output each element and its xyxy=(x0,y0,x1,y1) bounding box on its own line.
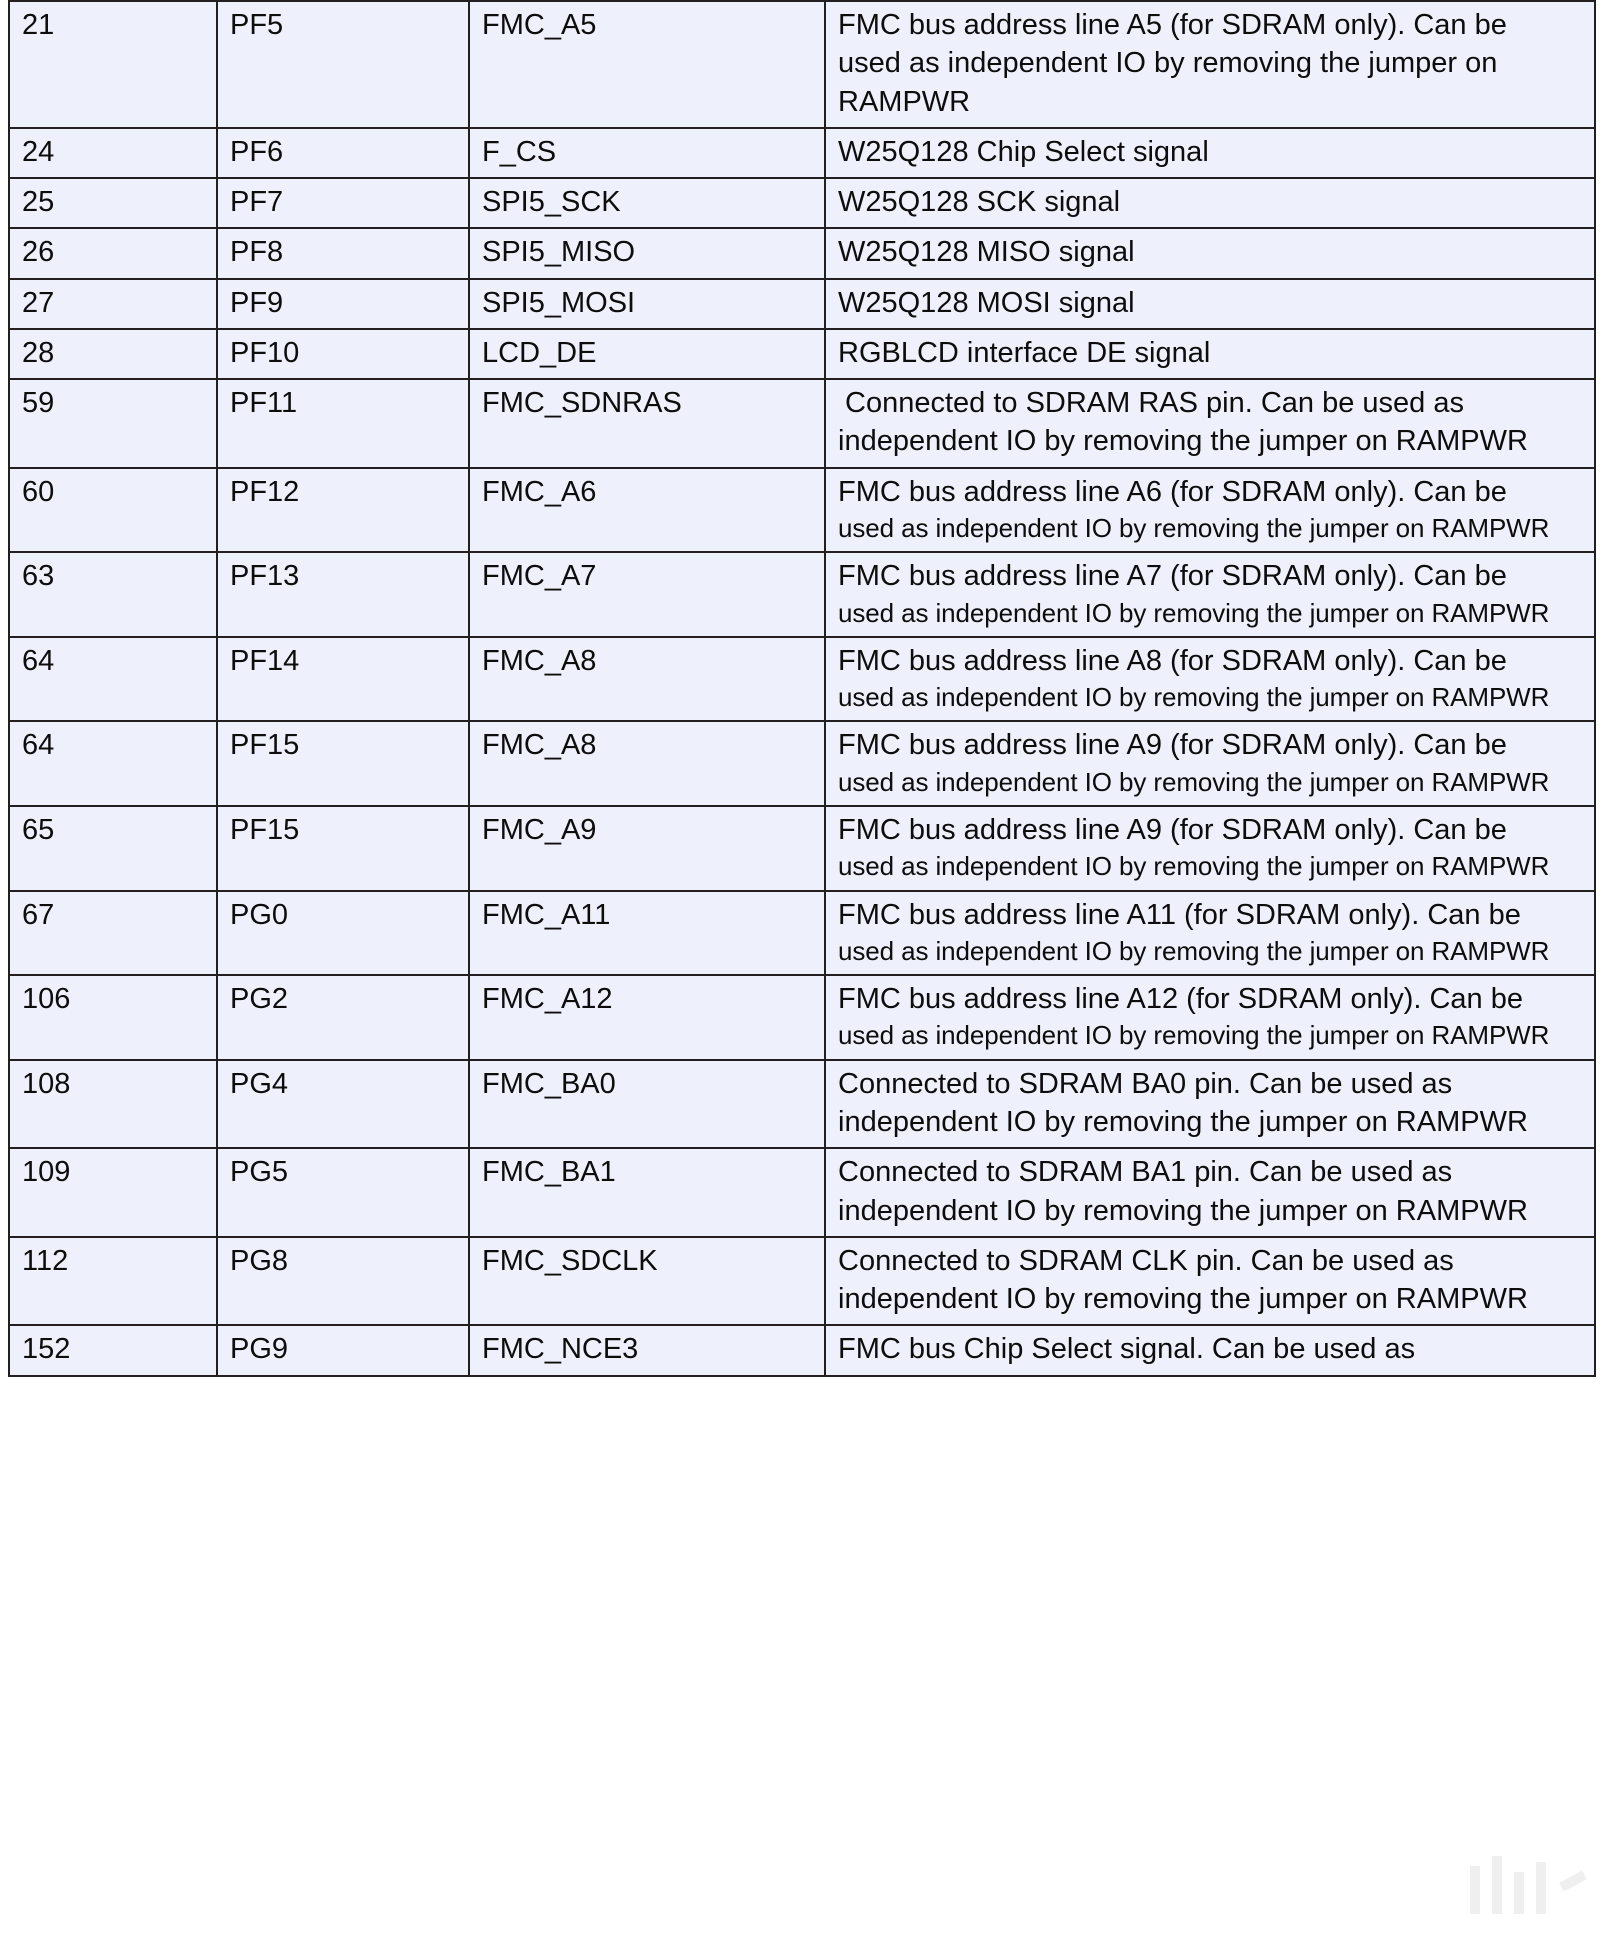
table-row xyxy=(9,891,1595,976)
desc-line-1: FMC bus address line A12 (for SDRAM only). Can be xyxy=(838,983,1523,1016)
cell-signal: FMC_A5 xyxy=(469,1,825,128)
desc-line-1: W25Q128 MISO signal xyxy=(838,236,1135,269)
cell-pin: 109 xyxy=(9,1148,217,1237)
cell-port: PF7 xyxy=(217,178,469,228)
cell-description xyxy=(825,721,1595,806)
cell-description xyxy=(825,228,1595,278)
table-row xyxy=(9,1060,1595,1149)
cell-signal: FMC_A9 xyxy=(469,806,825,891)
cell-pin: 106 xyxy=(9,975,217,1060)
table-body xyxy=(9,1,1595,1376)
pin-assignment-table xyxy=(8,0,1596,1377)
cell-port: PG8 xyxy=(217,1237,469,1326)
desc-line-1: Connected to SDRAM RAS pin. Can be used as xyxy=(845,387,1464,420)
desc-line-1: W25Q128 MOSI signal xyxy=(838,286,1135,319)
cell-port: PF11 xyxy=(217,379,469,468)
cell-port: PF10 xyxy=(217,329,469,379)
cell-port: PG9 xyxy=(217,1325,469,1375)
cell-signal: F_CS xyxy=(469,128,825,178)
cell-signal: FMC_A12 xyxy=(469,975,825,1060)
cell-port: PF15 xyxy=(217,806,469,891)
cell-description xyxy=(825,891,1595,976)
desc-line-1: FMC bus address line A6 (for SDRAM only). Can be xyxy=(838,475,1507,508)
cell-description xyxy=(825,329,1595,379)
cell-pin: 28 xyxy=(9,329,217,379)
cell-description xyxy=(825,379,1595,468)
cell-port: PF9 xyxy=(217,279,469,329)
desc-line-1: FMC bus Chip Select signal. Can be used as xyxy=(838,1333,1416,1366)
desc-line-2: used as independent IO by removing the jumper on RAMPWR xyxy=(838,1020,1550,1051)
cell-signal: FMC_A6 xyxy=(469,468,825,553)
desc-line-2: used as independent IO by removing the jumper on RAMPWR xyxy=(838,597,1550,628)
watermark-logo xyxy=(1470,1856,1590,1914)
table-row xyxy=(9,637,1595,722)
desc-line-1: W25Q128 SCK signal xyxy=(838,186,1121,219)
desc-line-2: used as independent IO by removing the jumper on RAMPWR xyxy=(838,935,1550,966)
cell-description xyxy=(825,1237,1595,1326)
desc-line-2: used as independent IO by removing the jumper on RAMPWR xyxy=(838,766,1550,797)
desc-line-2: used as independent IO by removing the jumper on RAMPWR xyxy=(838,682,1550,713)
cell-description xyxy=(825,128,1595,178)
desc-line-1: FMC bus address line A11 (for SDRAM only). Can be xyxy=(838,898,1521,931)
table-row xyxy=(9,279,1595,329)
desc-line-2: independent IO by removing the jumper on RAMPWR xyxy=(838,1105,1528,1138)
cell-signal: FMC_A8 xyxy=(469,637,825,722)
table-row xyxy=(9,721,1595,806)
cell-description xyxy=(825,468,1595,553)
desc-line-1: FMC bus address line A8 (for SDRAM only). Can be xyxy=(838,644,1507,677)
desc-line-2: independent IO by removing the jumper on RAMPWR xyxy=(838,425,1528,458)
cell-description xyxy=(825,1060,1595,1149)
table-row xyxy=(9,552,1595,637)
cell-signal: FMC_NCE3 xyxy=(469,1325,825,1375)
cell-signal: FMC_BA0 xyxy=(469,1060,825,1149)
cell-signal: FMC_A7 xyxy=(469,552,825,637)
cell-port: PG5 xyxy=(217,1148,469,1237)
cell-description xyxy=(825,637,1595,722)
desc-line-1: Connected to SDRAM CLK pin. Can be used as xyxy=(838,1244,1454,1277)
cell-pin: 64 xyxy=(9,721,217,806)
desc-line-1: FMC bus address line A5 (for SDRAM only). Can be xyxy=(838,9,1507,41)
table-row xyxy=(9,379,1595,468)
cell-signal: SPI5_MISO xyxy=(469,228,825,278)
cell-port: PF14 xyxy=(217,637,469,722)
cell-description xyxy=(825,552,1595,637)
cell-signal: SPI5_SCK xyxy=(469,178,825,228)
cell-pin: 63 xyxy=(9,552,217,637)
table-row xyxy=(9,975,1595,1060)
cell-port: PG4 xyxy=(217,1060,469,1149)
cell-pin: 59 xyxy=(9,379,217,468)
cell-signal: FMC_A8 xyxy=(469,721,825,806)
table-row xyxy=(9,1325,1595,1375)
cell-pin: 21 xyxy=(9,1,217,128)
cell-port: PF6 xyxy=(217,128,469,178)
desc-line-1: W25Q128 Chip Select signal xyxy=(838,135,1209,168)
cell-pin: 60 xyxy=(9,468,217,553)
cell-port: PF8 xyxy=(217,228,469,278)
desc-line-2: used as independent IO by removing the jumper on RAMPWR xyxy=(838,851,1550,882)
cell-signal: FMC_BA1 xyxy=(469,1148,825,1237)
cell-pin: 65 xyxy=(9,806,217,891)
cell-pin: 152 xyxy=(9,1325,217,1375)
cell-description xyxy=(825,178,1595,228)
cell-signal: FMC_SDNRAS xyxy=(469,379,825,468)
cell-signal: FMC_SDCLK xyxy=(469,1237,825,1326)
cell-pin: 27 xyxy=(9,279,217,329)
desc-line-1: FMC bus address line A7 (for SDRAM only). Can be xyxy=(838,560,1507,593)
cell-description xyxy=(825,1148,1595,1237)
cell-pin: 64 xyxy=(9,637,217,722)
desc-line-2: used as independent IO by removing the jumper on xyxy=(838,47,1498,80)
table-row xyxy=(9,1237,1595,1326)
cell-description xyxy=(825,1325,1595,1375)
table-row xyxy=(9,228,1595,278)
cell-pin: 26 xyxy=(9,228,217,278)
cell-port: PF5 xyxy=(217,1,469,128)
desc-line-1: RGBLCD interface DE signal xyxy=(838,336,1211,369)
cell-description xyxy=(825,279,1595,329)
cell-description xyxy=(825,975,1595,1060)
cell-description xyxy=(825,1,1595,128)
desc-line-1: Connected to SDRAM BA0 pin. Can be used as xyxy=(838,1067,1453,1100)
table-row xyxy=(9,806,1595,891)
table-row xyxy=(9,1148,1595,1237)
cell-pin: 108 xyxy=(9,1060,217,1149)
cell-pin: 112 xyxy=(9,1237,217,1326)
table-row xyxy=(9,329,1595,379)
cell-signal: FMC_A11 xyxy=(469,891,825,976)
desc-line-1: Connected to SDRAM BA1 pin. Can be used as xyxy=(838,1156,1453,1189)
cell-signal: SPI5_MOSI xyxy=(469,279,825,329)
desc-line-2: used as independent IO by removing the jumper on RAMPWR xyxy=(838,512,1550,543)
cell-pin: 67 xyxy=(9,891,217,976)
desc-line-1: FMC bus address line A9 (for SDRAM only). Can be xyxy=(838,729,1507,762)
cell-signal: LCD_DE xyxy=(469,329,825,379)
cell-pin: 25 xyxy=(9,178,217,228)
cell-description xyxy=(825,806,1595,891)
cell-port: PF13 xyxy=(217,552,469,637)
table-row xyxy=(9,128,1595,178)
desc-line-3: RAMPWR xyxy=(838,85,971,118)
cell-pin: 24 xyxy=(9,128,217,178)
cell-port: PF12 xyxy=(217,468,469,553)
table-row xyxy=(9,178,1595,228)
desc-line-1: FMC bus address line A9 (for SDRAM only). Can be xyxy=(838,813,1507,846)
desc-line-2: independent IO by removing the jumper on RAMPWR xyxy=(838,1283,1528,1316)
cell-port: PG2 xyxy=(217,975,469,1060)
cell-port: PG0 xyxy=(217,891,469,976)
cell-port: PF15 xyxy=(217,721,469,806)
table-row xyxy=(9,1,1595,128)
table-row xyxy=(9,468,1595,553)
desc-line-2: independent IO by removing the jumper on RAMPWR xyxy=(838,1194,1528,1227)
